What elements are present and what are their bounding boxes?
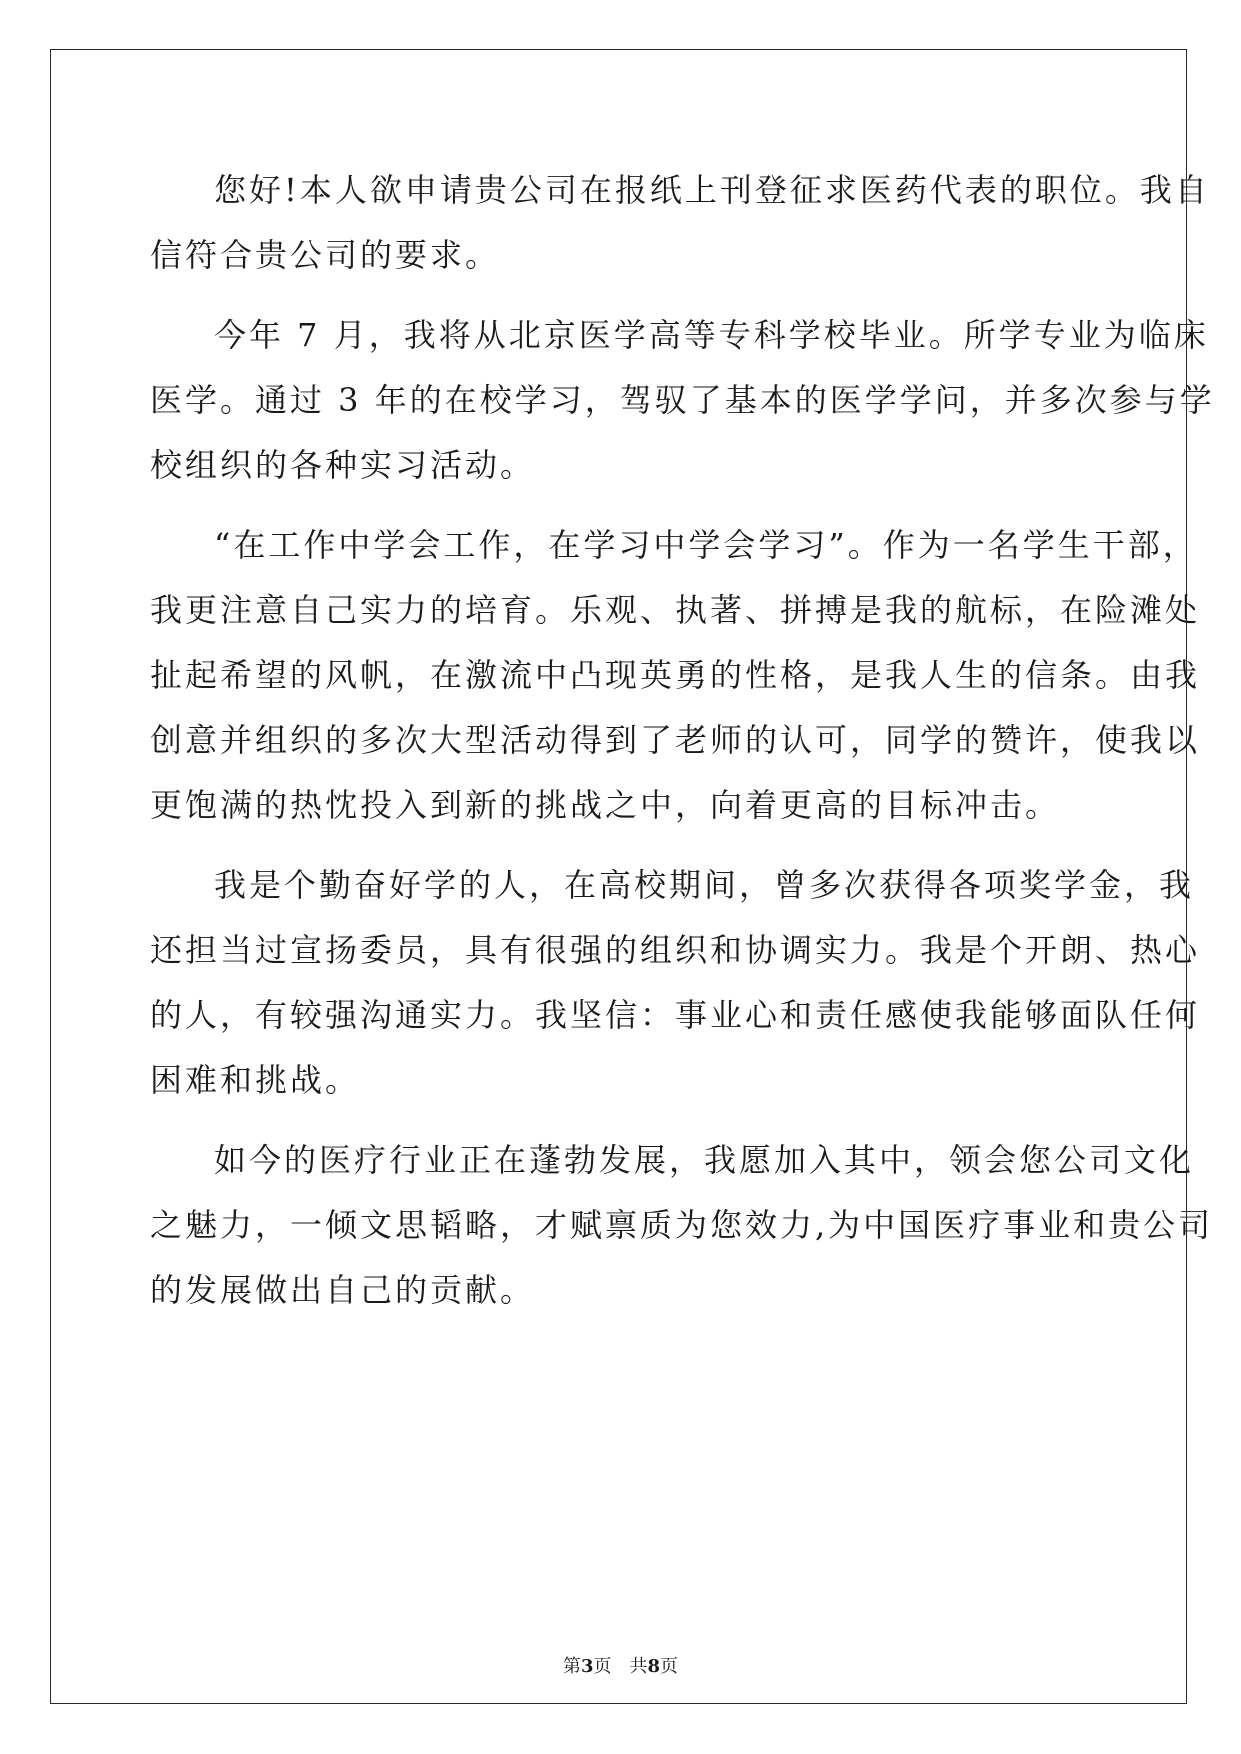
paragraph-4-line-3: 的人，有较强沟通实力。我坚信：事业心和责任感使我能够面队任何	[150, 996, 1201, 1034]
paragraph-3-line-5: 更饱满的热忱投入到新的挑战之中，向着更高的目标冲击。	[150, 786, 1061, 824]
paragraph-5-line-2: 之魅力，一倾文思韬略，才赋禀质为您效力,为中国医疗事业和贵公司	[150, 1206, 1214, 1244]
paragraph-1-line-2: 信符合贵公司的要求。	[150, 236, 501, 274]
paragraph-5-line-3: 的发展做出自己的贡献。	[150, 1271, 536, 1309]
total-page-count: 8	[647, 1656, 661, 1677]
paragraph-2-line-2: 医学。通过 3 年的在校学习，驾驭了基本的医学学问，并多次参与学	[150, 381, 1215, 419]
paragraph-3-line-3: 扯起希望的风帆，在激流中凸现英勇的性格，是我人生的信条。由我	[150, 656, 1201, 694]
paragraph-4-line-4: 困难和挑战。	[150, 1061, 361, 1099]
page-suffix: 页	[660, 1656, 679, 1677]
paragraph-5-line-1: 如今的医疗行业正在蓬勃发展，我愿加入其中，领会您公司文化	[214, 1141, 1195, 1179]
paragraph-3-line-2: 我更注意自己实力的培育。乐观、执著、拼搏是我的航标，在险滩处	[150, 591, 1201, 629]
paragraph-3-line-1: “在工作中学会工作，在学习中学会学习”。作为一名学生干部，	[214, 526, 1198, 564]
page-prefix: 第	[562, 1656, 581, 1677]
paragraph-2-line-3: 校组织的各种实习活动。	[150, 446, 536, 484]
paragraph-4-line-2: 还担当过宣扬委员，具有很强的组织和协调实力。我是个开朗、热心	[150, 931, 1201, 969]
current-page-number: 3	[580, 1656, 594, 1677]
paragraph-2-line-1: 今年 7 月，我将从北京医学高等专科学校毕业。所学专业为临床	[214, 316, 1209, 354]
paragraph-4-line-1: 我是个勤奋好学的人，在高校期间，曾多次获得各项奖学金，我	[214, 866, 1195, 904]
paragraph-3-line-4: 创意并组织的多次大型活动得到了老师的认可，同学的赞许，使我以	[150, 721, 1201, 759]
page-number-footer	[0, 1656, 1241, 1678]
paragraph-1-line-1: 您好!本人欲申请贵公司在报纸上刊登征求医药代表的职位。我自	[214, 171, 1210, 209]
page-separator: 页 共	[593, 1656, 648, 1677]
